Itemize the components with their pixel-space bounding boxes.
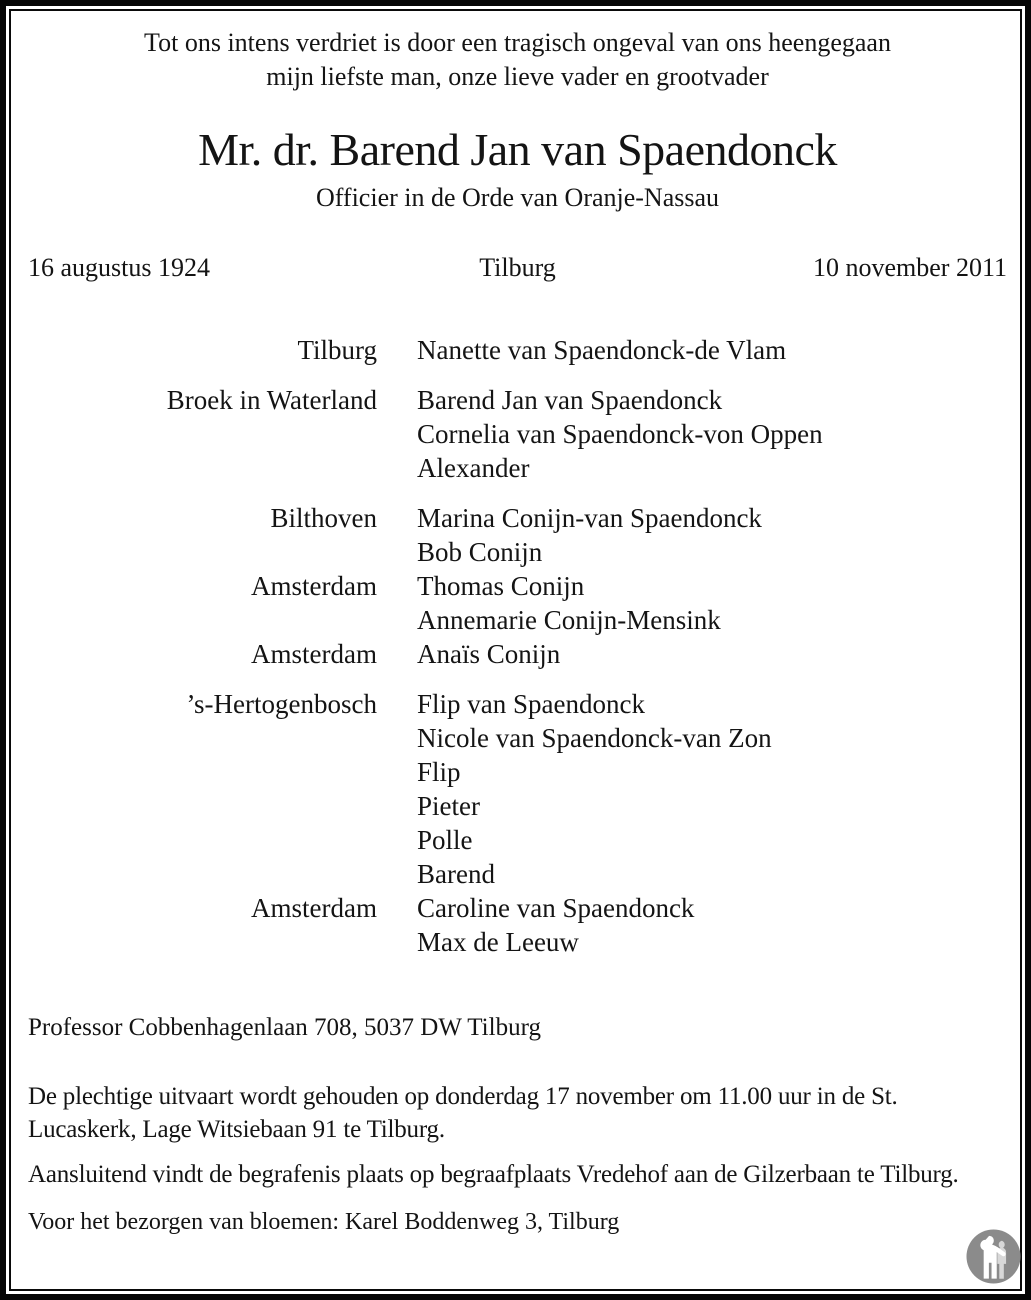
family-names — [377, 333, 1007, 367]
family-row — [28, 569, 1007, 637]
family-city: Amsterdam — [251, 639, 377, 669]
family-names — [377, 569, 1007, 637]
family-group — [28, 383, 1007, 485]
family-names — [377, 501, 1007, 569]
dates-row — [28, 251, 1007, 285]
death-place: Tilburg — [479, 253, 556, 282]
family-name: Alexander — [417, 453, 530, 483]
family-city: Broek in Waterland — [166, 385, 377, 415]
death-date: 10 november 2011 — [812, 253, 1007, 282]
family-name: Caroline van Spaendonck — [417, 893, 695, 923]
family-names — [377, 891, 1007, 959]
family-city: Amsterdam — [251, 571, 377, 601]
family-name: Barend — [417, 859, 495, 889]
family-name: Nicole van Spaendonck-van Zon — [417, 723, 772, 753]
address-line: Professor Cobbenhagenlaan 708, 5037 DW Tilburg — [28, 1014, 541, 1041]
family-row — [28, 637, 1007, 671]
family-name: Max de Leeuw — [417, 927, 579, 957]
deceased-name: Mr. dr. Barend Jan van Spaendonck — [198, 124, 837, 175]
family-names — [377, 637, 1007, 671]
family-row — [28, 687, 1007, 891]
birth-date: 16 augustus 1924 — [28, 253, 210, 282]
family-name: Thomas Conijn — [417, 571, 585, 601]
family-name: Flip van Spaendonck — [417, 689, 645, 719]
family-name: Cornelia van Spaendonck-von Oppen — [417, 419, 823, 449]
funeral-paragraph: De plechtige uitvaart wordt gehouden op donderdag 17 november om 11.00 uur in de St. Lucaskerk, Lage Witsiebaan 91 te Tilburg. — [28, 1083, 898, 1143]
family-group — [28, 501, 1007, 671]
memorial-logo — [966, 1229, 1021, 1284]
family-row — [28, 333, 1007, 367]
family-names — [377, 383, 1007, 485]
family-city: ’s-Hertogenbosch — [186, 689, 377, 719]
family-group — [28, 333, 1007, 367]
intro-text — [28, 26, 1007, 94]
family-name: Polle — [417, 825, 473, 855]
family-name: Barend Jan van Spaendonck — [417, 385, 723, 415]
flowers-line: Voor het bezorgen van bloemen: Karel Boddenweg 3, Tilburg — [28, 1209, 620, 1235]
family-name: Flip — [417, 757, 461, 787]
family-names — [377, 687, 1007, 891]
family-name: Pieter — [417, 791, 480, 821]
family-row — [28, 501, 1007, 569]
burial-paragraph: Aansluitend vindt de begrafenis plaats op begraafplaats Vredehof aan de Gilzerbaan te Tilburg. — [28, 1161, 959, 1188]
two-figures-icon — [966, 1229, 1021, 1284]
family-group — [28, 687, 1007, 959]
family-row — [28, 891, 1007, 959]
family-name: Bob Conijn — [417, 537, 543, 567]
intro-line-2: mijn liefste man, onze lieve vader en grootvader — [266, 62, 769, 91]
family-name: Anaïs Conijn — [417, 639, 561, 669]
family-name: Marina Conijn-van Spaendonck — [417, 503, 762, 533]
intro-line-1: Tot ons intens verdriet is door een tragisch ongeval van ons heengegaan — [144, 28, 891, 57]
family-name: Annemarie Conijn-Mensink — [417, 605, 721, 635]
family-city: Tilburg — [297, 335, 377, 365]
family-city: Bilthoven — [270, 503, 377, 533]
family-city: Amsterdam — [251, 893, 377, 923]
family-row — [28, 383, 1007, 485]
obituary-content — [11, 11, 1020, 1289]
family-name: Nanette van Spaendonck-de Vlam — [417, 335, 787, 365]
family-list — [28, 333, 1007, 959]
honorific-title: Officier in de Orde van Oranje-Nassau — [315, 183, 720, 212]
